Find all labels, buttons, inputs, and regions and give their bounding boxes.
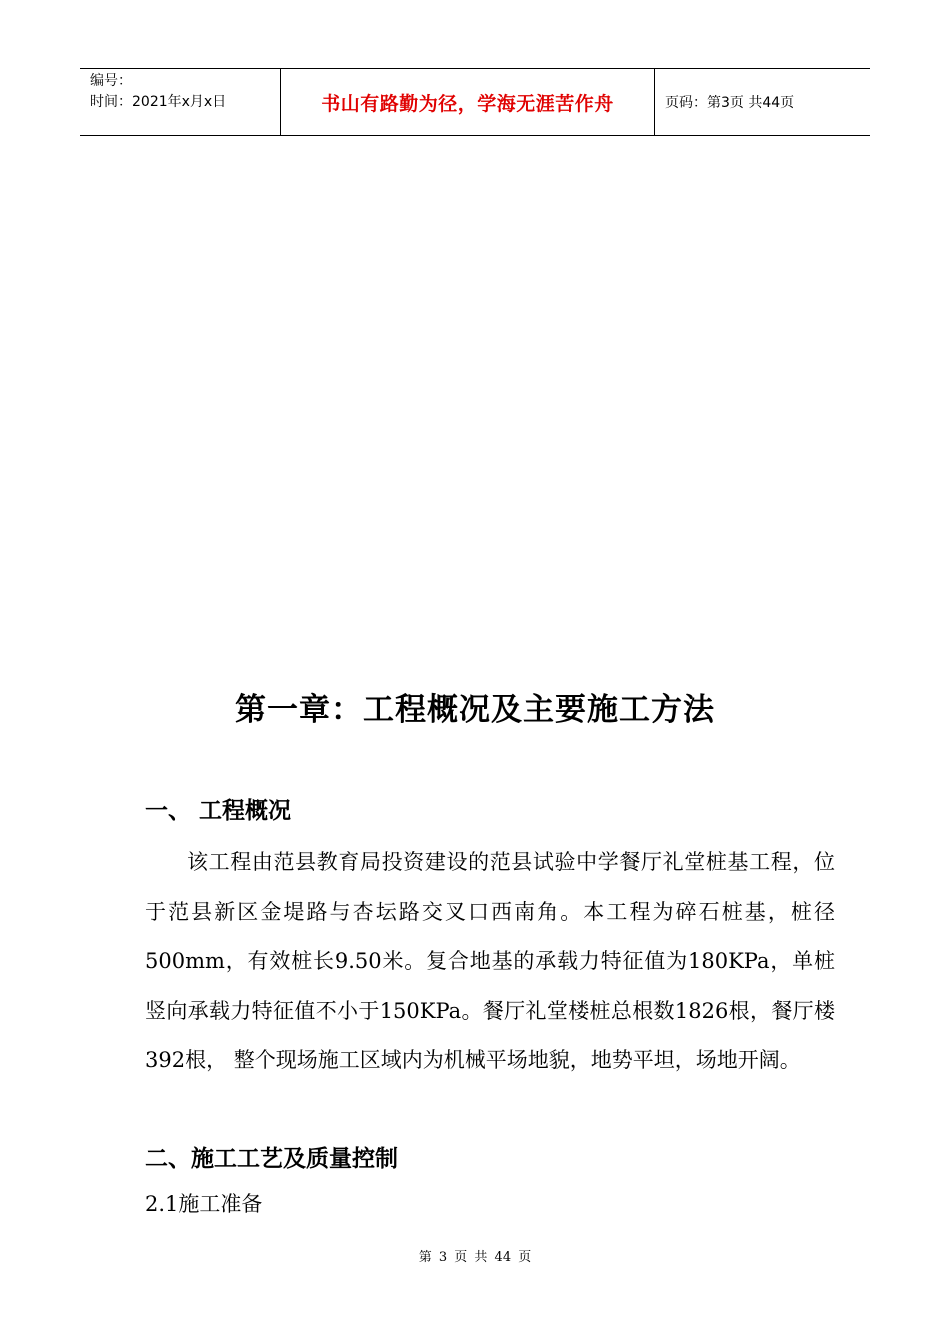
page-header	[80, 68, 870, 136]
serial-number-label: 编号：	[90, 73, 132, 89]
section-heading-overview: 一、 工程概况	[145, 798, 292, 824]
overview-paragraph: 该工程由范县教育局投资建设的范县试验中学餐厅礼堂桩基工程，位于范县新区金堤路与杏坛路交叉口西南角。本工程为碎石桩基，桩径500mm，有效桩长9.50米。复合地基的承载力特征值为180KPa，单桩竖向承载力特征值不小于150KPa。餐厅礼堂楼桩总根数1826根，餐厅楼392根， 整个现场施工区域内为机械平场地貌，地势平坦，场地开阔。	[145, 850, 835, 1072]
header-motto: 书山有路勤为径，学海无涯苦作舟	[281, 69, 655, 135]
section-heading-process: 二、施工工艺及质量控制	[145, 1146, 398, 1172]
date-label: 时间：2021年x月x日	[90, 94, 227, 110]
header-meta	[80, 69, 281, 135]
header-page-info: 页码：第3页 共44页	[665, 95, 795, 111]
chapter-title: 第一章：工程概况及主要施工方法	[235, 692, 715, 728]
page-footer: 第 3 页 共 44 页	[418, 1250, 532, 1265]
subsection-heading-preparation: 2.1施工准备	[145, 1192, 263, 1216]
